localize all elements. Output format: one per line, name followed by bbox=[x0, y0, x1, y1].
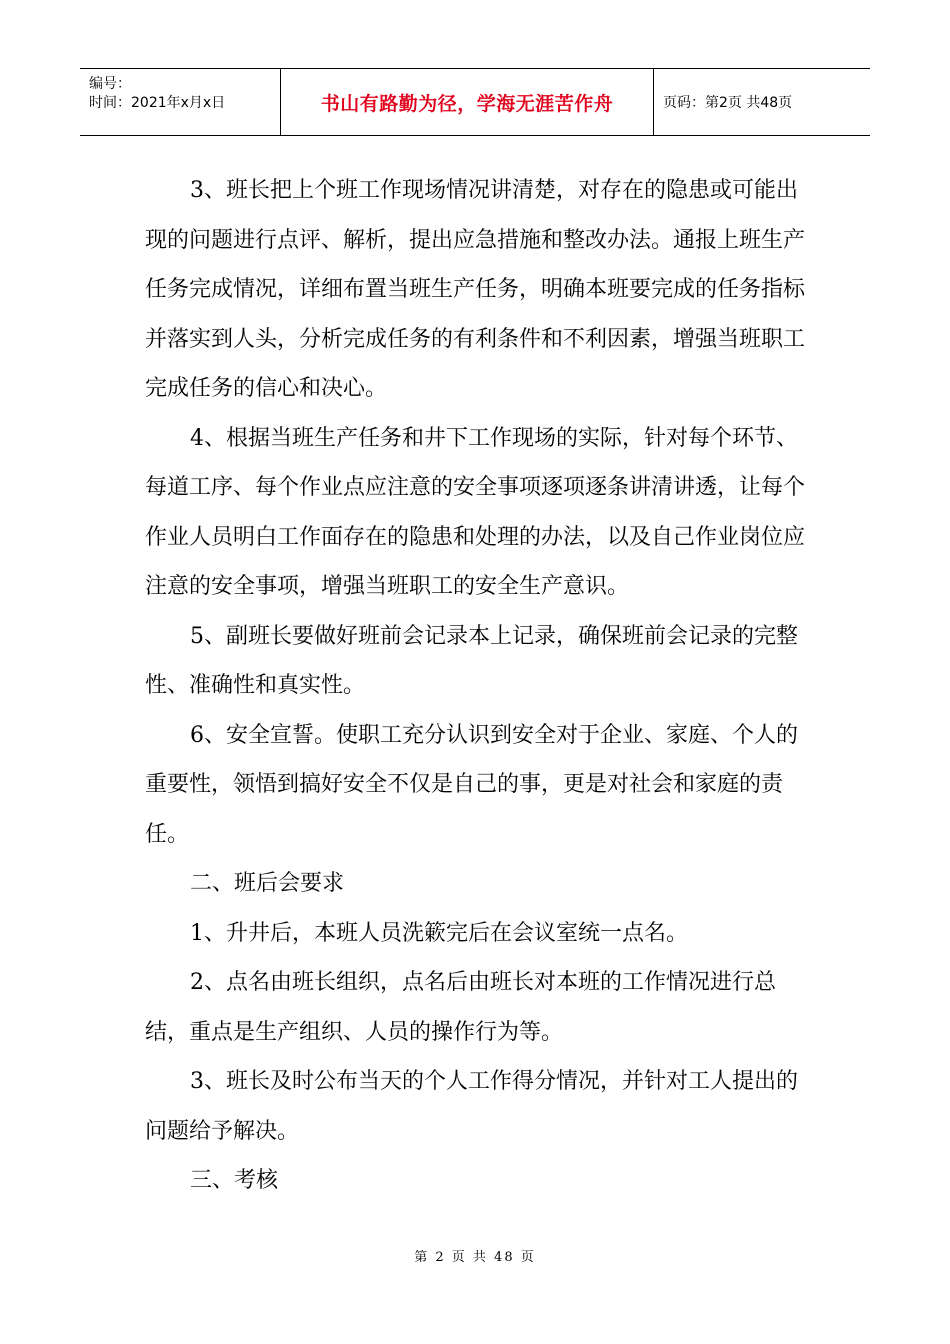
paragraph-item-3: 3、班长把上个班工作现场情况讲清楚，对存在的隐患或可能出现的问题进行点评、解析，提出应急措施和整改办法。通报上班生产任务完成情况，详细布置当班生产任务，明确本班要完成的任务指标并落实到人头，分析完成任务的有利条件和不利因素，增强当班职工完成任务的信心和决心。 bbox=[145, 178, 806, 401]
document-date: 时间：2021年x月x日 bbox=[89, 95, 226, 111]
header-meta bbox=[80, 69, 281, 135]
section-heading-assessment: 三、考核 bbox=[190, 1168, 279, 1193]
paragraph-item-4: 4、根据当班生产任务和井下工作现场的实际，针对每个环节、每道工序、每个作业点应注意的安全事项逐项逐条讲清讲透，让每个作业人员明白工作面存在的隐患和处理的办法，以及自己作业岗位应注意的安全事项，增强当班职工的安全生产意识。 bbox=[145, 425, 806, 599]
paragraph-item-6: 6、安全宣誓。使职工充分认识到安全对于企业、家庭、个人的重要性，领悟到搞好安全不仅是自己的事，更是对社会和家庭的责任。 bbox=[145, 722, 798, 847]
page-footer: 第 2 页 共 48 页 bbox=[414, 1250, 536, 1265]
paragraph-after-shift-2: 2、点名由班长组织，点名后由班长对本班的工作情况进行总结，重点是生产组织、人员的操作行为等。 bbox=[145, 970, 776, 1045]
header-page-info: 页码：第2页 共48页 bbox=[663, 95, 793, 111]
document-body bbox=[145, 166, 815, 1206]
document-number-label: 编号： bbox=[89, 76, 131, 92]
paragraph-after-shift-1: 1、升井后，本班人员洗簌完后在会议室统一点名。 bbox=[190, 920, 688, 946]
section-heading-after-shift: 二、班后会要求 bbox=[190, 871, 345, 896]
page-header bbox=[80, 68, 870, 136]
paragraph-item-5: 5、副班长要做好班前会记录本上记录，确保班前会记录的完整性、准确性和真实性。 bbox=[145, 623, 798, 698]
paragraph-after-shift-3: 3、班长及时公布当天的个人工作得分情况，并针对工人提出的问题给予解决。 bbox=[145, 1069, 798, 1144]
header-motto: 书山有路勤为径，学海无涯苦作舟 bbox=[281, 69, 654, 135]
